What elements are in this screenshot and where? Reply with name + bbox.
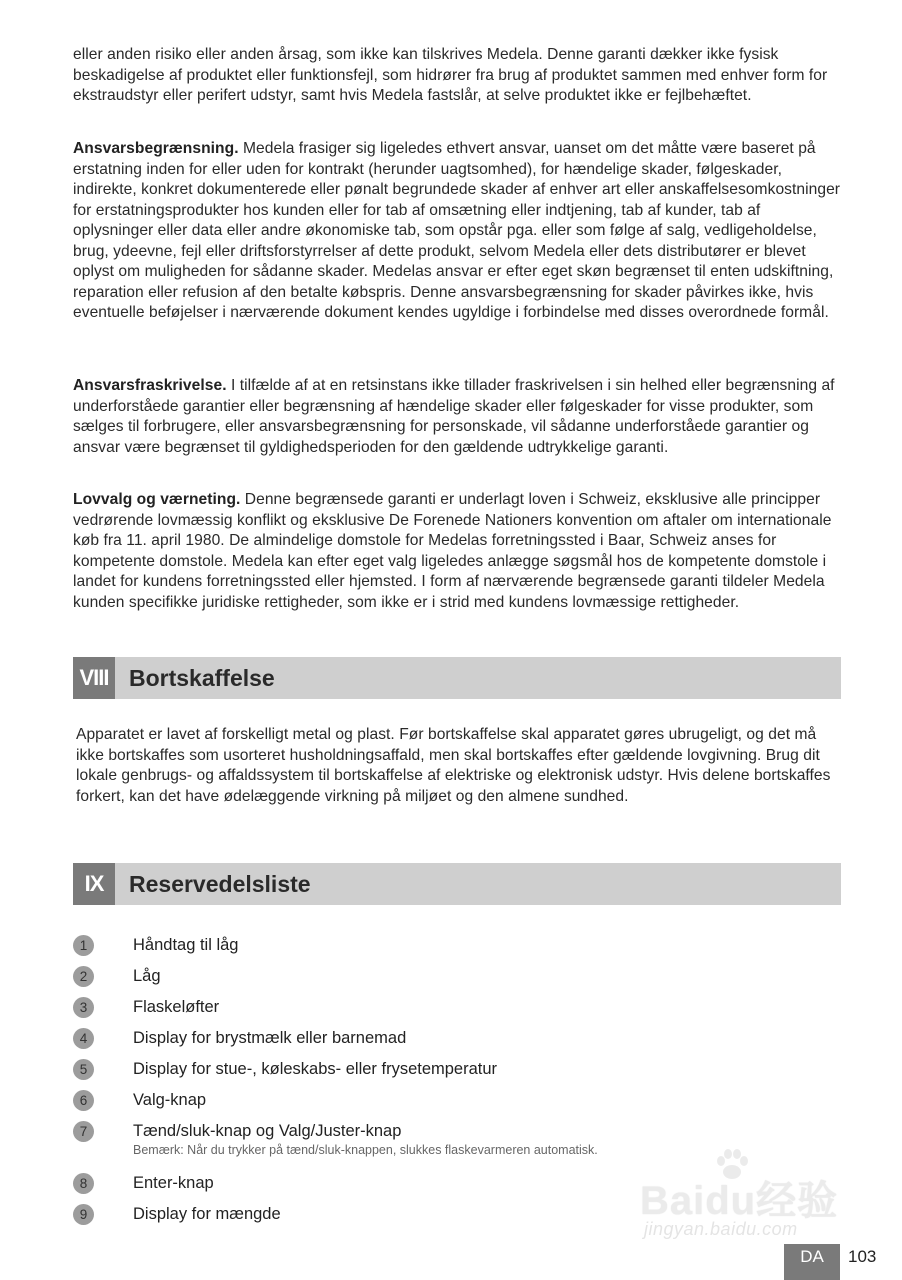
list-item <box>73 1119 841 1157</box>
watermark-main: Baidu经验 <box>640 1179 839 1223</box>
number-badge: 9 <box>73 1204 94 1225</box>
number-badge: 4 <box>73 1028 94 1049</box>
language-tab: DA <box>784 1244 840 1280</box>
list-item <box>73 933 841 957</box>
number-badge: 3 <box>73 997 94 1018</box>
paragraph-liability-limitation <box>73 139 841 324</box>
section-title: Bortskaffelse <box>129 665 275 691</box>
part-note: Bemærk: Når du trykker på tænd/sluk-knappen, slukkes flaskevarmeren automatisk. <box>133 1143 598 1157</box>
section-number: IX <box>73 863 115 905</box>
section-title: Reservedelsliste <box>129 871 311 897</box>
paragraph-heading: Ansvarsbegrænsning. <box>73 140 239 157</box>
paragraph-text: I tilfælde af at en retsinstans ikke tillader fraskrivelsen i sin helhed eller begrænsning af underforståede garantier eller begrænsning af hændelige skader eller følgeskader for visse produkter, som sælges til forbrugere, eller ansvarsbegrænsning for personskade, vil sådanne underforståede garantier og ansvar være begrænset til gyldighedsperioden for den gældende udtrykkelige garanti. <box>73 377 835 456</box>
paragraph-disposal: Apparatet er lavet af forskelligt metal og plast. Før bortskaffelse skal apparatet gøres ubrugeligt, og det må ikke bortskaffes som usorteret husholdningsaffald, men skal bortskaffes efter gældende lovgivning. Brug dit lokale genbrugs- og affaldssystem til bortskaffelse af elektriske og elektronisk udstyr. Hvis delene bortskaffes forkert, kan det have ødelæggende virkning på miljøet og den almene sundhed. <box>76 726 831 805</box>
part-label: Display for mængde <box>133 1205 281 1223</box>
number-badge: 1 <box>73 935 94 956</box>
page-number: 103 <box>848 1247 877 1266</box>
list-item <box>73 1026 841 1050</box>
part-label: Display for stue-, køleskabs- eller frysetemperatur <box>133 1060 498 1078</box>
paragraph-heading: Ansvarsfraskrivelse. <box>73 377 227 394</box>
part-label: Enter-knap <box>133 1174 214 1192</box>
part-label: Håndtag til låg <box>133 936 239 954</box>
part-label: Låg <box>133 967 161 985</box>
number-badge: 2 <box>73 966 94 987</box>
paragraph-heading: Lovvalg og værneting. <box>73 491 241 508</box>
paragraph-text: Denne begrænsede garanti er underlagt loven i Schweiz, eksklusive alle principper vedrørende lovmæssig konflikt og eksklusive De Forenede Nationers konvention om aftaler om internationale køb fra 11. april 1980. De almindelige domstole for Medelas forretningssted i Baar, Schweiz anses for kompetente domstole. Medela kan efter eget valg ligeledes anlægge søgsmål hos de kompetente domstole i landet for kundens forretningssted eller hjemsted. I form af nærværende begrænsede garanti tildeler Medela kunden specifikke juridiske rettigheder, som ikke er i strid med kundens lovmæssige rettigheder. <box>73 491 832 611</box>
part-label: Tænd/sluk-knap og Valg/Juster-knap <box>133 1122 402 1140</box>
watermark-url: jingyan.baidu.com <box>644 1219 798 1239</box>
list-item <box>73 1057 841 1081</box>
part-label: Valg-knap <box>133 1091 207 1109</box>
list-item <box>73 1088 841 1112</box>
paragraph-text: Medela frasiger sig ligeledes ethvert ansvar, uanset om det måtte være baseret på erstatning inden for eller uden for kontrakt (herunder uagtsomhed), for hændelige skader, følgeskader, indirekte, konkret dokumenterede eller pønalt begrundede skader af enhver art eller anskaffelsesomkostninger for erstatningsprodukter hos kunden eller for tab af omsætning eller indtjening, tab af kunder, tab af oplysninger eller data eller andre økonomiske tab, som opstår pga. eller som følge af salg, vedligeholdelse, brug, ydeevne, fejl eller driftsforstyrrelser af dette produkt, selvom Medela eller dets distributører er blevet oplyst om muligheden for sådanne skader. Medelas ansvar er efter eget skøn begrænset til enten udskiftning, reparation eller refusion af den betalte købspris. Denne ansvarsbegrænsning for skader påvirkes ikke, hvis eventuelle beføjelser i nærværende dokument kendes ugyldige i forbindelse med disses overordnede formål. <box>73 140 841 321</box>
paragraph-warranty-continued: eller anden risiko eller anden årsag, som ikke kan tilskrives Medela. Denne garanti dækker ikke fysisk beskadigelse af produktet eller funktionsfejl, som hidrører fra brug af produktet sammen med enhver form for ekstraudstyr eller perifert udstyr, samt hvis Medela fastslår, at selve produktet ikke er fejlbehæftet. <box>73 46 828 104</box>
paragraph-disclaimer <box>73 376 841 458</box>
section-header-spare-parts <box>73 863 841 905</box>
number-badge: 7 <box>73 1121 94 1142</box>
part-label: Display for brystmælk eller barnemad <box>133 1029 407 1047</box>
watermark <box>640 1145 870 1245</box>
section-header-disposal <box>73 657 841 699</box>
part-label: Flaskeløfter <box>133 998 220 1016</box>
number-badge: 5 <box>73 1059 94 1080</box>
paragraph-governing-law <box>73 490 841 613</box>
number-badge: 8 <box>73 1173 94 1194</box>
list-item <box>73 964 841 988</box>
list-item <box>73 995 841 1019</box>
number-badge: 6 <box>73 1090 94 1111</box>
section-number: VIII <box>73 657 115 699</box>
